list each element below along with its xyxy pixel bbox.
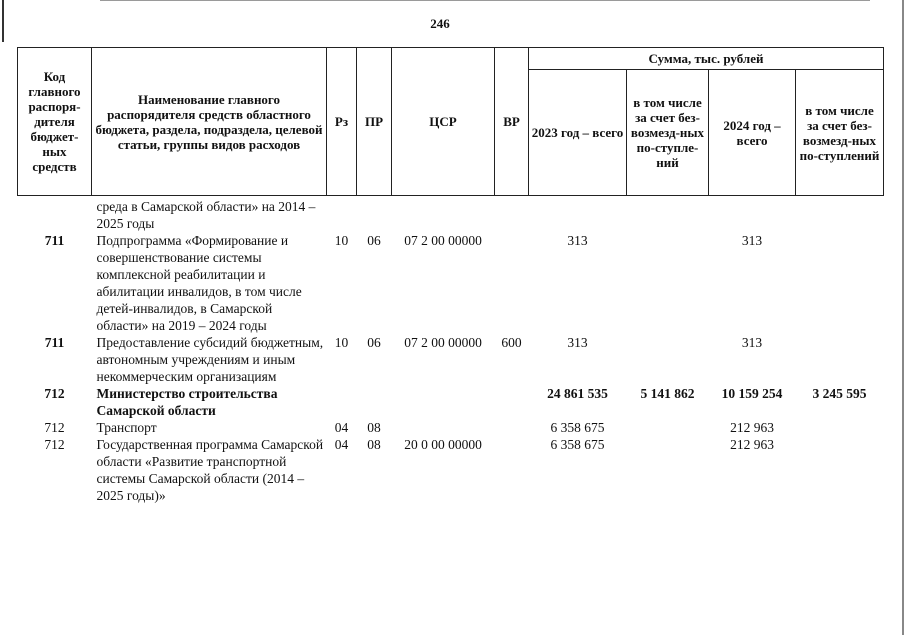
cell-2024-total: 313 (741, 233, 763, 248)
cell-pr: 06 (367, 233, 381, 248)
header-sum-group: Сумма, тыс. рублей (529, 48, 884, 70)
cell-pr (357, 385, 392, 419)
cell-2023-grants (627, 334, 709, 385)
cell-code: 711 (44, 233, 65, 248)
cell-code: 712 (44, 420, 65, 435)
cell-name: Министерство строительства Самарской области (96, 386, 278, 418)
cell-csr (392, 196, 495, 233)
cell-pr: 08 (367, 437, 381, 452)
cell-csr (392, 419, 495, 436)
cell-2024-total: 212 963 (730, 420, 774, 435)
cell-vr (495, 385, 529, 419)
cell-2023-grants (627, 436, 709, 504)
cell-csr: 07 2 00 00000 (404, 233, 482, 248)
cell-2024-total (709, 196, 796, 233)
table-header (18, 48, 884, 196)
cell-vr (495, 196, 529, 233)
cell-code: 712 (44, 437, 65, 452)
header-pr: ПР (357, 48, 392, 196)
cell-pr (357, 196, 392, 233)
cell-2023-total (529, 196, 627, 233)
cell-csr: 07 2 00 00000 (404, 335, 482, 350)
page-number: 246 (430, 16, 450, 31)
table-body (18, 196, 884, 505)
cell-2024-grants (796, 232, 884, 334)
cell-2024-total: 212 963 (730, 437, 774, 452)
cell-2023-total: 6 358 675 (550, 437, 605, 452)
table-row (18, 419, 884, 436)
cell-name: Предоставление субсидий бюджетным, автономным учреждениям и иным некоммерческим организациям (96, 335, 324, 384)
cell-2024-grants (796, 436, 884, 504)
header-2023-total: 2023 год – всего (529, 70, 627, 196)
cell-pr: 08 (367, 420, 381, 435)
cell-2023-total: 313 (567, 335, 588, 350)
cell-code: 712 (44, 386, 65, 401)
cell-2024-grants (796, 334, 884, 385)
cell-2023-grants (627, 232, 709, 334)
cell-vr (495, 232, 529, 334)
cell-2024-grants: 3 245 595 (812, 386, 867, 401)
cell-rz: 10 (334, 233, 349, 248)
cell-2024-grants (796, 419, 884, 436)
header-rz: Рз (327, 48, 357, 196)
cell-code: 711 (44, 335, 65, 350)
header-name: Наименование главного распорядителя средств областного бюджета, раздела, подраздела, целевой статьи, группы видов расходов (92, 48, 327, 196)
header-vr: ВР (495, 48, 529, 196)
cell-2023-total: 24 861 535 (547, 386, 608, 401)
header-2023-grants: в том числе за счет без-возмезд-ных по-ступле-ний (627, 70, 709, 196)
header-code: Код главного распоря-дителя бюджет-ных средств (18, 48, 92, 196)
cell-2024-total: 10 159 254 (721, 386, 783, 401)
cell-pr: 06 (367, 335, 381, 350)
header-csr: ЦСР (392, 48, 495, 196)
table-row (18, 385, 884, 419)
cell-name: Транспорт (96, 420, 157, 435)
table-row (18, 436, 884, 504)
cell-rz (327, 196, 357, 233)
table-row (18, 232, 884, 334)
budget-table (17, 47, 884, 504)
cell-csr (392, 385, 495, 419)
cell-rz (327, 385, 357, 419)
cell-vr (495, 419, 529, 436)
cell-2023-grants: 5 141 862 (640, 386, 695, 401)
cell-rz: 10 (334, 335, 349, 350)
cell-csr: 20 0 00 00000 (404, 437, 482, 452)
cell-name: Подпрограмма «Формирование и совершенствование системы комплексной реабилитации и абилитации инвалидов, в том числе детей-инвалидов, в Самарской области» на 2019 – 2024 годы (96, 233, 302, 333)
cell-vr (495, 436, 529, 504)
cell-2023-grants (627, 419, 709, 436)
cell-name: Государственная программа Самарской области «Развитие транспортной системы Самарской области (2014 – 2025 годы)» (96, 437, 324, 503)
cell-2023-grants (627, 196, 709, 233)
left-margin-mark (2, 0, 4, 42)
header-2024-total: 2024 год – всего (709, 70, 796, 196)
cell-rz: 04 (334, 420, 349, 435)
cell-name: среда в Самарской области» на 2014 – 2025 годы (96, 199, 316, 231)
table-row (18, 196, 884, 233)
cell-2023-total: 6 358 675 (550, 420, 605, 435)
cell-2024-total: 313 (741, 335, 763, 350)
cell-2023-total: 313 (567, 233, 588, 248)
cell-code (18, 196, 92, 233)
table-row (18, 334, 884, 385)
cell-rz: 04 (334, 437, 349, 452)
top-rule (100, 0, 870, 1)
header-2024-grants: в том числе за счет без-возмезд-ных по-ступлений (796, 70, 884, 196)
cell-vr: 600 (501, 335, 522, 350)
cell-2024-grants (796, 196, 884, 233)
